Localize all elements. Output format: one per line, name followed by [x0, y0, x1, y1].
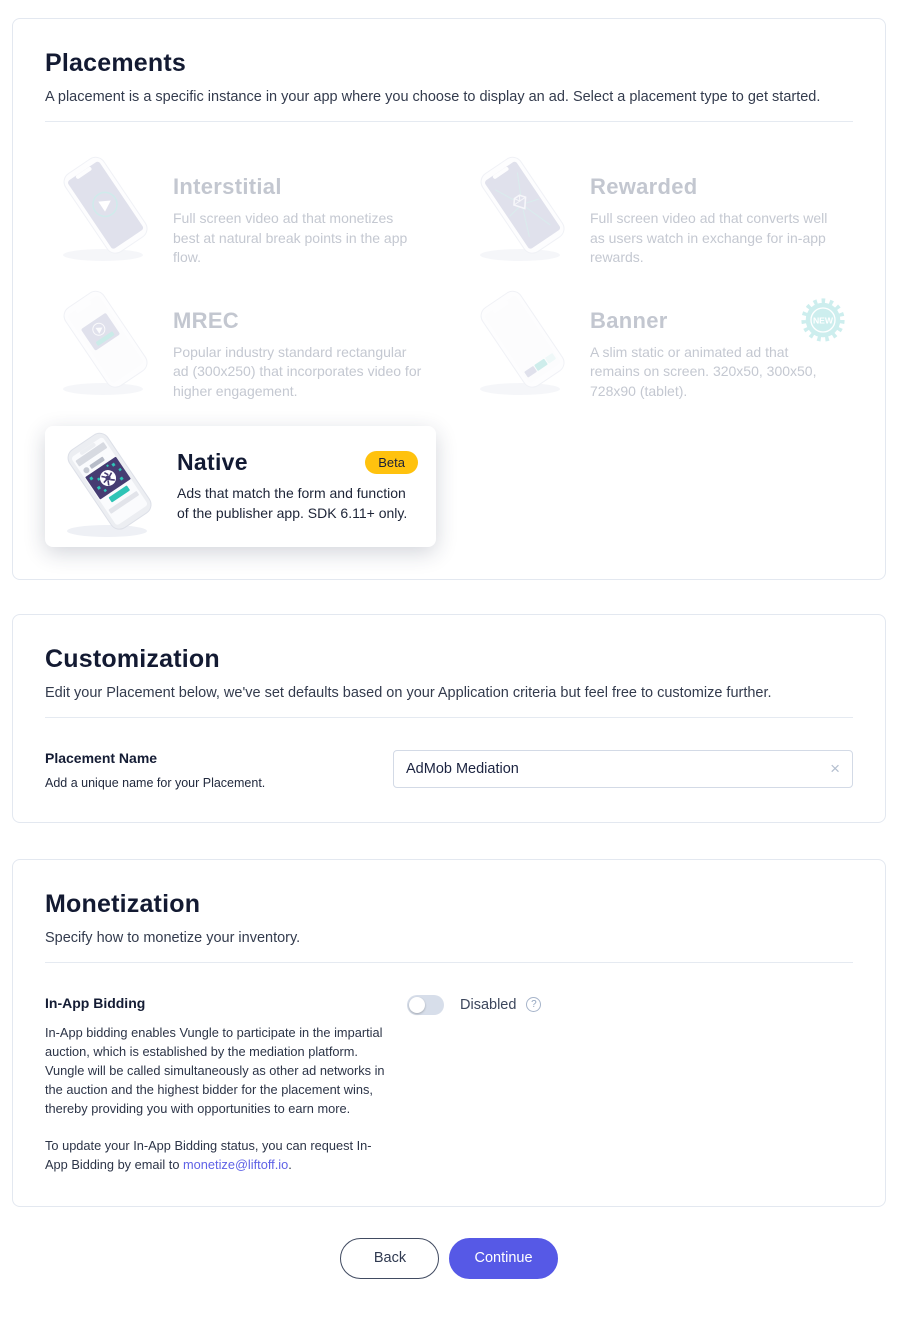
option-title: MREC — [173, 307, 239, 333]
placement-name-label: Placement Name — [45, 749, 158, 766]
beta-badge: Beta — [365, 451, 418, 474]
back-button[interactable]: Back — [340, 1238, 439, 1279]
mrec-phone-icon — [45, 292, 167, 397]
rewarded-phone-icon — [462, 158, 584, 263]
option-title: Banner — [590, 307, 668, 333]
option-description: Full screen video ad that converts well as users watch in exchange for in-app rewards. — [590, 210, 828, 266]
option-description: Full screen video ad that monetizes best at natural break points in the app flow. — [173, 210, 408, 266]
request-text: To update your In-App Bidding status, you can request In-App Bidding by email to — [45, 1137, 372, 1172]
request-text-suffix: . — [288, 1156, 292, 1172]
placements-description: A placement is a specific instance in your app where you choose to display an ad. Select a placement type to get started. — [45, 89, 821, 105]
option-description: A slim static or animated ad that remains on screen. 320x50, 300x50, 728x90 (tablet). — [590, 343, 817, 399]
placement-options-grid — [45, 158, 853, 547]
divider — [45, 962, 853, 963]
toggle-knob — [409, 997, 425, 1013]
option-description: Ads that match the form and function of the publisher app. SDK 6.11+ only. — [177, 484, 408, 521]
monetize-email-link[interactable]: monetize@liftoff.io — [183, 1156, 289, 1172]
option-title: Interstitial — [173, 174, 282, 199]
interstitial-phone-icon — [45, 158, 167, 263]
monetization-description: Specify how to monetize your inventory. — [45, 929, 301, 946]
placement-option-mrec[interactable] — [45, 292, 436, 402]
placement-name-row — [45, 750, 853, 790]
customization-title: Customization — [45, 644, 220, 673]
in-app-bidding-row — [45, 995, 853, 1174]
option-title: Rewarded — [590, 174, 698, 199]
placement-name-input[interactable] — [406, 761, 830, 777]
placement-name-input-wrap — [393, 750, 853, 788]
help-icon[interactable]: ? — [526, 997, 541, 1012]
new-badge-icon — [799, 296, 847, 349]
placement-option-banner[interactable] — [462, 292, 853, 402]
banner-phone-icon — [462, 292, 584, 397]
clear-input-icon[interactable]: × — [830, 759, 840, 779]
continue-button[interactable]: Continue — [449, 1238, 557, 1279]
placement-option-rewarded[interactable] — [462, 158, 853, 268]
in-app-bidding-request-text — [45, 1136, 393, 1174]
placement-option-native[interactable] — [45, 426, 436, 547]
customization-description: Edit your Placement below, we've set defaults based on your Application criteria but feel free to customize further. — [45, 684, 772, 701]
monetization-title: Monetization — [45, 889, 201, 918]
placement-name-helper: Add a unique name for your Placement. — [45, 775, 266, 790]
option-description: Popular industry standard rectangular ad (300x250) that incorporates video for higher engagement. — [173, 343, 422, 399]
new-badge-label: NEW — [812, 315, 834, 326]
in-app-bidding-toggle[interactable] — [407, 995, 444, 1015]
in-app-bidding-status: Disabled — [460, 996, 517, 1013]
placements-title: Placements — [45, 49, 186, 77]
placements-section — [12, 18, 886, 580]
in-app-bidding-label: In-App Bidding — [45, 994, 146, 1011]
monetization-section — [12, 859, 886, 1207]
option-title: Native — [177, 448, 248, 475]
native-phone-icon — [49, 434, 171, 539]
in-app-bidding-description: In-App bidding enables Vungle to participate in the impartial auction, which is established by the mediation platform. Vungle will be called simultaneously as other ad networks in the auction and the highest bidder for the placement wins, thereby providing you with opportunities to earn more. — [45, 1024, 385, 1117]
divider — [45, 121, 853, 122]
customization-section — [12, 614, 886, 823]
placement-option-interstitial[interactable] — [45, 158, 436, 268]
divider — [45, 717, 853, 718]
footer-actions — [0, 1238, 898, 1307]
